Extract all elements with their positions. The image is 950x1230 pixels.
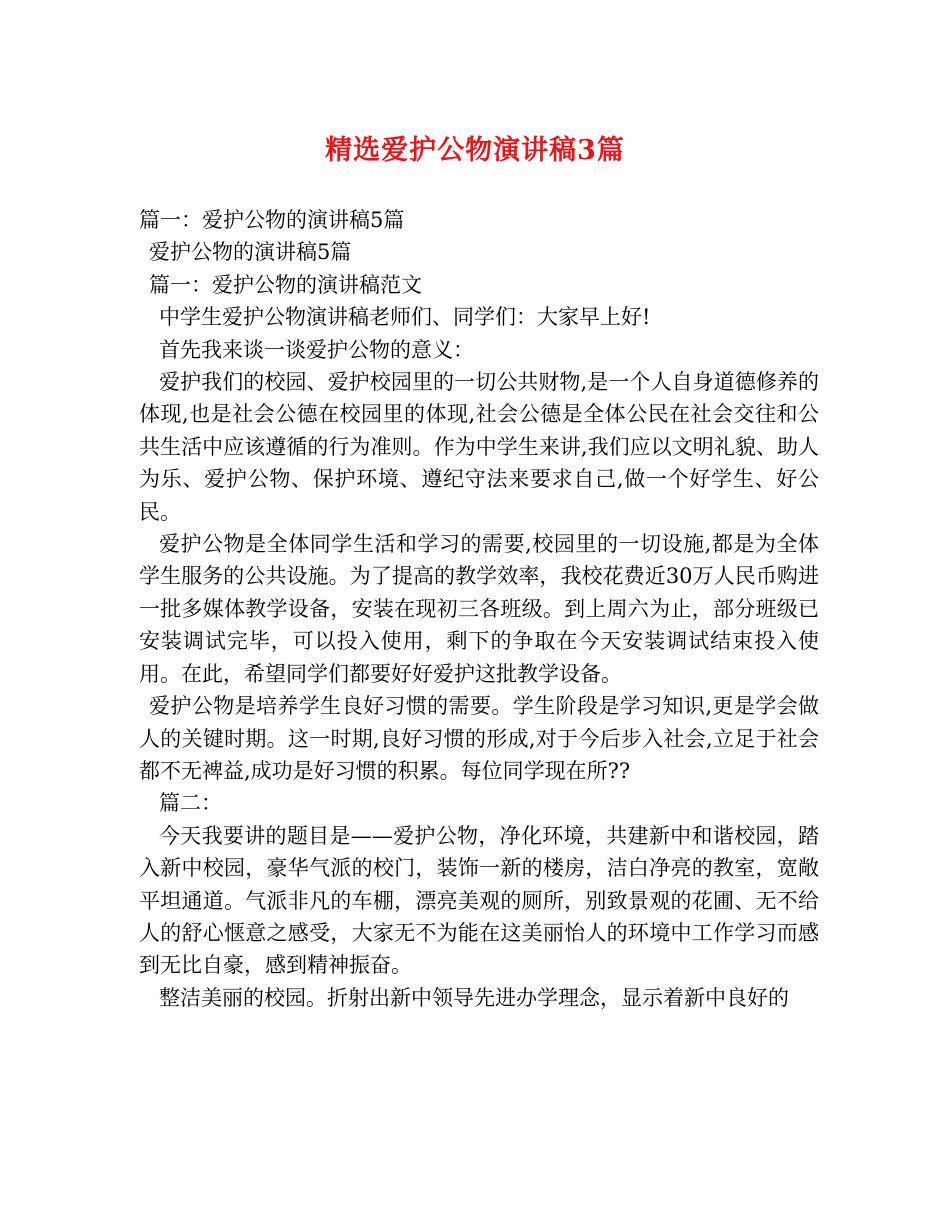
- paragraph-body-3: 爱护公物是培养学生良好习惯的需要。学生阶段是学习知识,更是学会做人的关键时期。这一时期,良好习惯的形成,对于今后步入社会,立足于社会都不无裨益,成功是好习惯的积累。每位同学现在所??: [139, 694, 819, 783]
- paragraph-body-1: 爱护我们的校园、爱护校园里的一切公共财物,是一个人自身道德修养的体现,也是社会公德在校园里的体现,社会公德是全体公民在社会交往和公共生活中应该遵循的行为准则。作为中学生来讲,我们应以文明礼貌、助人为乐、爱护公物、保护环境、遵纪守法来要求自己,做一个好学生、好公民。: [139, 370, 819, 524]
- paragraph-section-heading-1: 篇一：爱护公物的演讲稿5篇: [139, 208, 405, 232]
- paragraph-intro: 首先我来谈一谈爱护公物的意义：: [159, 337, 474, 362]
- paragraph-body-5: 整洁美丽的校园。折射出新中领导先进办学理念，显示着新中良好的: [159, 985, 789, 1010]
- paragraph-section-heading-1a: 篇一：爱护公物的演讲稿范文: [149, 272, 422, 297]
- document-body: [139, 204, 819, 1014]
- paragraph-subtitle: 爱护公物的演讲稿5篇: [149, 240, 352, 265]
- paragraph-body-2: 爱护公物是全体同学生活和学习的需要,校园里的一切设施,都是为全体学生服务的公共设施。为了提高的教学效率，我校花费近30万人民币购进一批多媒体教学设备，安装在现初三各班级。到上周六为止，部分班级已安装调试完毕，可以投入使用，剩下的争取在今天安装调试结束投入使用。在此，希望同学们都要好好爱护这批教学设备。: [139, 532, 819, 686]
- paragraph-greeting: 中学生爱护公物演讲稿老师们、同学们：大家早上好!: [159, 305, 651, 330]
- document-title: 精选爱护公物演讲稿3篇: [325, 135, 625, 166]
- paragraph-section-heading-2: 篇二：: [159, 791, 222, 816]
- paragraph-body-4: 今天我要讲的题目是——爱护公物，净化环境，共建新中和谐校园，踏入新中校园，豪华气派的校门，装饰一新的楼房，洁白净亮的教室，宽敞平坦通道。气派非凡的车棚，漂亮美观的厕所，别致景观的花圃、无不给人的舒心惬意之感受，大家无不为能在这美丽怡人的环境中工作学习而感到无比自豪，感到精神振奋。: [139, 823, 819, 978]
